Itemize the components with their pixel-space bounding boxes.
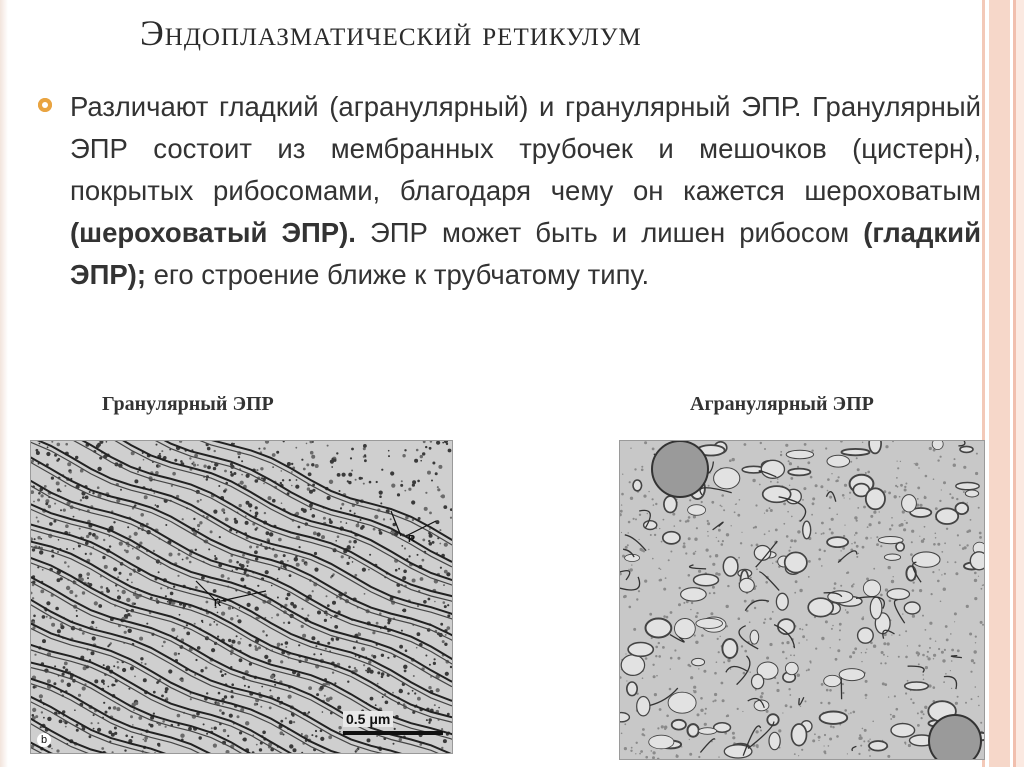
scale-bar-label: 0.5 μm [343,711,393,727]
ribosome-marker-1: R [408,534,416,545]
left-edge-decoration [0,0,8,767]
agranular-er-micrograph [619,440,985,760]
body-paragraph [70,86,981,296]
paragraph-bold-2: (гладкий ЭПР); [70,217,981,290]
granular-er-micrograph [30,440,453,754]
paragraph-text-3: его строение ближе к трубчатому типу. [146,259,650,290]
paragraph-bold-1: (шероховатый ЭПР). [70,217,356,248]
right-border-decoration [980,0,1024,767]
bullet-icon [38,98,52,112]
ribosome-marker-2: R [214,598,222,609]
agranular-er-image [620,441,984,759]
granular-er-label: Гранулярный ЭПР [102,393,274,415]
paragraph-text-1: Различают гладкий (агранулярный) и гранулярный ЭПР. Гранулярный ЭПР состоит из мембранных трубочек и мешочков (цистерн), покрытых рибосомами, благодаря чему он кажется шероховатым [70,91,981,206]
paragraph-text-2: ЭПР может быть и лишен рибосом [355,217,864,248]
panel-letter: b [37,733,51,747]
agranular-er-label: Агранулярный ЭПР [690,393,874,415]
slide-title: Эндоплазматический ретикулум [140,13,642,53]
granular-er-image [31,441,452,753]
